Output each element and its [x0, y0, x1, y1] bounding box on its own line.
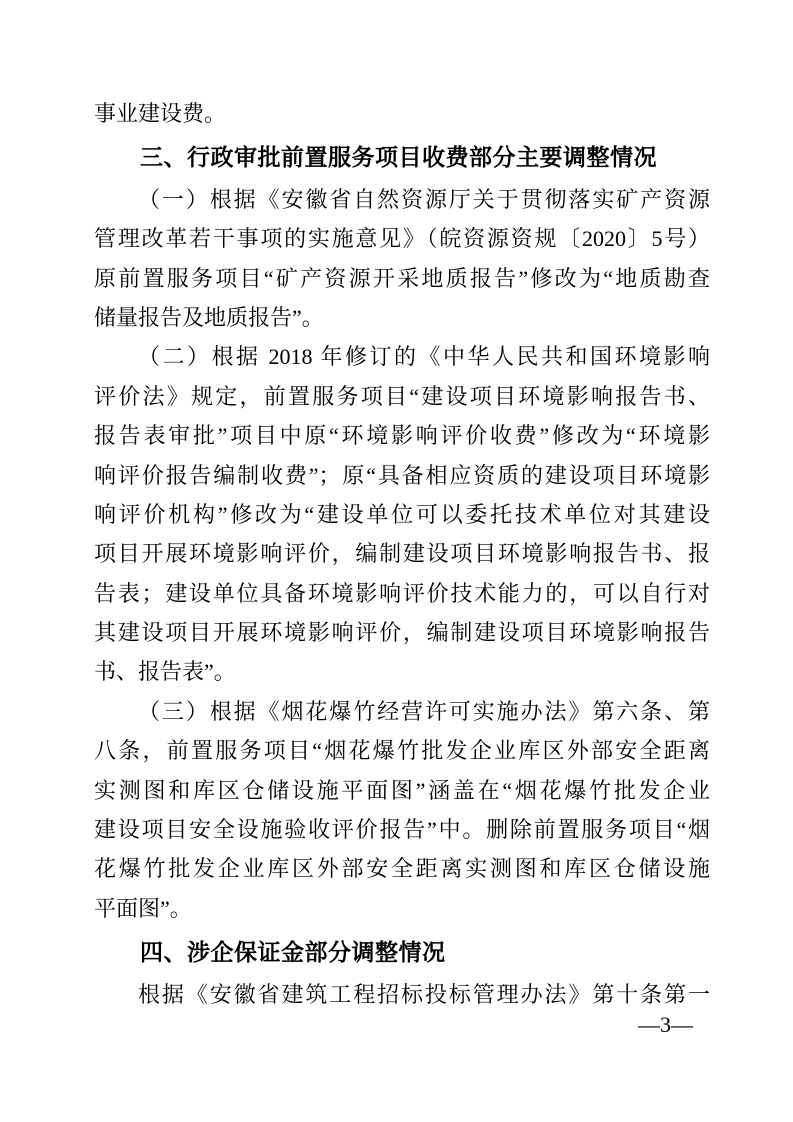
text-line: （二）根据 2018 年修订的《中华人民共和国环境影响 — [138, 344, 710, 370]
text-line: 建设项目安全设施验收评价报告”中。删除前置服务项目“烟 — [94, 817, 710, 843]
text-line: 响评价机构”修改为“建设单位可以委托技术单位对其建设 — [94, 501, 710, 527]
text-line: 响评价报告编制收费”；原“具备相应资质的建设项目环境影 — [94, 462, 710, 488]
text-line: （一）根据《安徽省自然资源厅关于贯彻落实矿产资源 — [138, 186, 710, 212]
text-line: 告表；建设单位具备环境影响评价技术能力的，可以自行对 — [94, 580, 710, 606]
text-line: 原前置服务项目“矿产资源开采地质报告”修改为“地质勘查 — [94, 265, 710, 291]
text-line: 报告表审批”项目中原“环境影响评价收费”修改为“环境影 — [94, 423, 710, 449]
text-line: 八条，前置服务项目“烟花爆竹批发企业库区外部安全距离 — [94, 738, 710, 764]
text-line: 三、行政审批前置服务项目收费部分主要调整情况 — [140, 144, 657, 171]
text-line: 储量报告及地质报告”。 — [94, 304, 324, 330]
text-line: 其建设项目开展环境影响评价，编制建设项目环境影响报告 — [94, 620, 710, 646]
text-line: 平面图”。 — [94, 895, 192, 921]
section-heading-4 — [94, 933, 710, 972]
text-line: （三）根据《烟花爆竹经营许可实施办法》第六条、第 — [138, 698, 710, 724]
text-line: 事业建设费。 — [94, 101, 227, 126]
text-line: 实测图和库区仓储设施平面图”涵盖在“烟花爆竹批发企业 — [94, 777, 710, 803]
document-body — [94, 94, 710, 1014]
text-line: 项目开展环境影响评价，编制建设项目环境影响报告书、报 — [94, 541, 710, 567]
paragraph-item-1 — [94, 180, 710, 338]
text-line: 花爆竹批发企业库区外部安全距离实测图和库区仓储设施 — [94, 856, 710, 882]
text-line: 管理改革若干事项的实施意见》（皖资源资规〔2020〕5号） — [94, 226, 710, 252]
section-heading-3 — [94, 138, 710, 177]
paragraph-continuation — [94, 94, 710, 133]
text-line: 根据《安徽省建筑工程招标投标管理办法》第十条第一 — [138, 981, 710, 1007]
text-line: 四、涉企保证金部分调整情况 — [140, 939, 446, 966]
text-line: 书、报告表”。 — [94, 659, 236, 685]
paragraph-item-3 — [94, 692, 710, 928]
page-number: —3— — [638, 1012, 693, 1037]
paragraph-final — [94, 975, 710, 1014]
paragraph-item-2 — [94, 337, 710, 692]
text-line: 评价法》规定，前置服务项目“建设项目环境影响报告书、 — [94, 383, 710, 409]
